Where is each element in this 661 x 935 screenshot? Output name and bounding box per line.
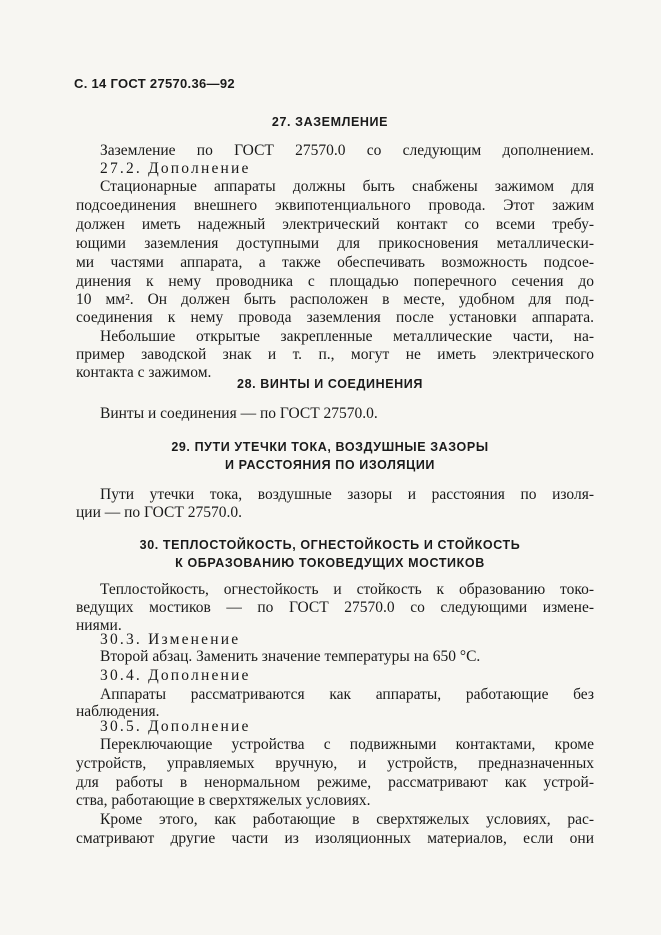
paragraph-line: пример заводской знак и т. п., могут не иметь электрического [76,346,594,363]
paragraph-line: ми частями аппарата, а также обеспечивать возможность подсое- [76,254,594,271]
paragraph-line: ции — по ГОСТ 27570.0. [76,504,242,521]
subsection-heading [100,631,240,649]
paragraph-line: 10 мм². Он должен быть расположен в месте, удобном для под- [76,291,594,308]
section-27-title: 27. ЗАЗЕМЛЕНИЕ [271,115,389,129]
paragraph-line: ства, работающие в сверхтяжелых условиях. [76,792,371,809]
section-30-title: К ОБРАЗОВАНИЮ ТОКОВЕДУЩИХ МОСТИКОВ [175,556,485,570]
paragraph-line: ющими заземления доступными для прикосновения металлически- [76,235,594,252]
subsection-label: 30.5. Дополнение [100,718,251,735]
paragraph-line: Винты и соединения — по ГОСТ 27570.0. [100,405,378,422]
paragraph-line: наблюдения. [76,703,160,720]
paragraph-line: Кроме этого, как работающие в сверхтяжелых условиях, рас- [100,811,594,828]
paragraph-line: сматривают другие части из изоляционных материалов, если они [76,830,594,847]
paragraph-line: ниями. [76,617,122,634]
paragraph-line: Заземление по ГОСТ 27570.0 со следующим дополнением. [100,142,594,159]
paragraph-line: Теплостойкость, огнестойкость и стойкость к образованию токо- [100,581,594,598]
subsection-heading [100,718,251,736]
paragraph-line: устройств, управляемых вручную, и устройств, предназначенных [76,755,594,772]
paragraph-line: должен иметь надежный электрический контакт со всеми требу- [76,216,594,233]
paragraph-line: соединения к нему провода заземления после установки аппарата. [76,309,594,326]
subsection-heading [100,667,251,685]
paragraph-line: Второй абзац. Заменить значение температуры на 650 °С. [100,648,481,665]
subsection-label: 27.2. Дополнение [100,160,251,177]
paragraph-line: Аппараты рассматриваются как аппараты, работающие без [100,686,594,703]
section-28-title: 28. ВИНТЫ И СОЕДИНЕНИЯ [237,377,423,391]
section-29-title: И РАССТОЯНИЯ ПО ИЗОЛЯЦИИ [225,458,435,472]
page-header: С. 14 ГОСТ 27570.36—92 [74,76,235,91]
subsection-label: 30.3. Изменение [100,631,241,648]
section-30-title: 30. ТЕПЛОСТОЙКОСТЬ, ОГНЕСТОЙКОСТЬ И СТОЙКОСТЬ [139,538,521,552]
subsection-label: 30.4. Дополнение [100,667,251,684]
paragraph-line: Переключающие устройства с подвижными контактами, кроме [100,736,594,753]
paragraph-line: Небольшие открытые закрепленные металлические части, на- [100,328,594,345]
paragraph-line: Пути утечки тока, воздушные зазоры и расстояния по изоля- [100,486,594,503]
subsection-heading [100,160,251,178]
paragraph-line: Стационарные аппараты должны быть снабжены зажимом для [100,178,594,195]
paragraph-line: ведущих мостиков — по ГОСТ 27570.0 со следующими измене- [76,599,594,616]
paragraph-line: динения к нему проводника с площадью поперечного сечения до [76,273,594,290]
paragraph-line: для работы в ненормальном режиме, рассматривают как устрой- [76,774,594,791]
section-29-title: 29. ПУТИ УТЕЧКИ ТОКА, ВОЗДУШНЫЕ ЗАЗОРЫ [171,440,489,454]
paragraph-line: подсоединения внешнего эквипотенциального провода. Этот зажим [76,197,594,214]
paragraph-line: контакта с зажимом. [76,364,212,381]
